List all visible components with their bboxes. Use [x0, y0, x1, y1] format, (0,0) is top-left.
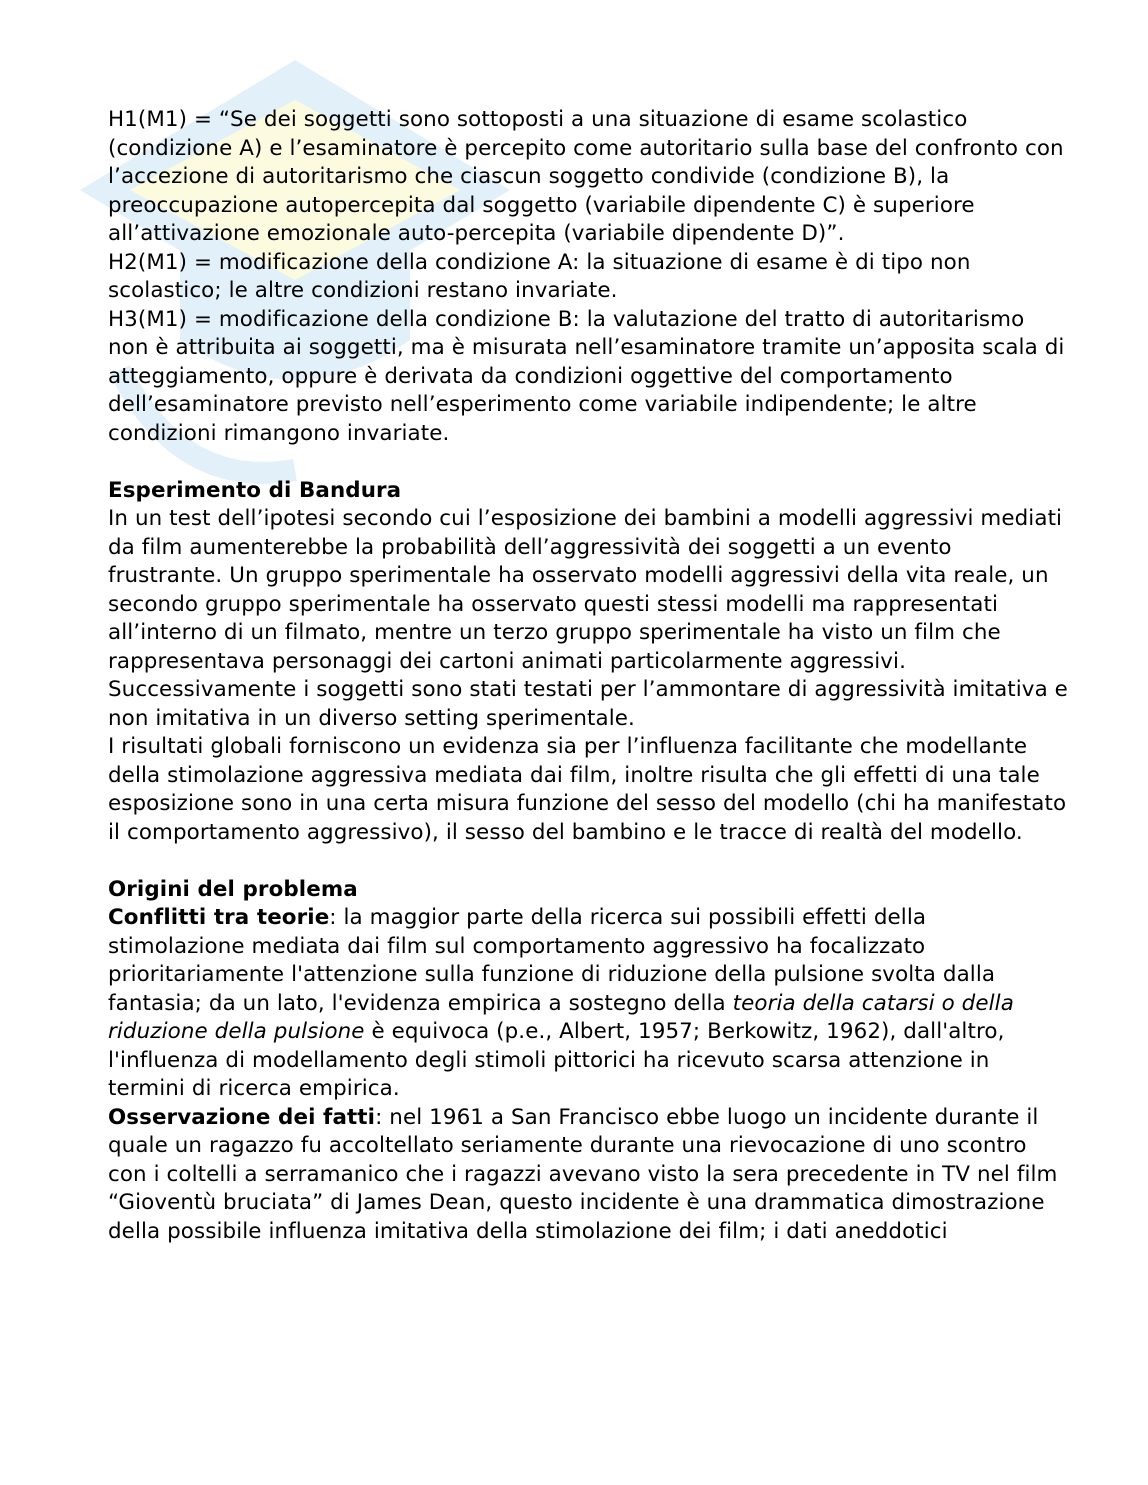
hypothesis-h3: H3(M1) = modificazione della condizione B: la valutazione del tratto di autoritarismo non è attribuita ai soggetti, ma è misurata nell’esaminatore tramite un’apposita scala di atteggiamento, oppure è derivata da condizioni oggettive del comportamento dell’esaminatore previsto nell’esperimento come variabile indipendente; le altre condizioni rimangono invariate. — [108, 306, 1065, 446]
osservazione-paragraph — [108, 1104, 1068, 1247]
conflitti-text-1: : la maggior parte della ricerca sui possibili effetti della stimolazione mediata dai film sul comportamento aggressivo ha focalizzato prioritariamente l'attenzione sulla funzione di riduzione della pulsione svolta dalla fantasia; da un lato, l'evidenza empirica a sostegno della — [108, 905, 996, 1016]
osservazione-text: : nel 1961 a San Francisco ebbe luogo un incidente durante il quale un ragazzo fu accoltellato seriamente durante una rievocazione di uno scontro con i coltelli a serramanico che i ragazzi avevano visto la sera precedente in TV nel film “Gioventù bruciata” di James Dean, questo incidente è una drammatica dimostrazione della possibile influenza imitativa della stimolazione dei film; i dati aneddotici — [108, 1104, 1058, 1244]
osservazione-label: Osservazione dei fatti — [108, 1104, 376, 1130]
conflitti-text-2: è equivoca (p.e., Albert, 1957; Berkowitz, 1962), dall'altro, l'influenza di modellamento degli stimoli pittorici ha ricevuto scarsa attenzione in termini di ricerca empirica. — [108, 1019, 1005, 1101]
conflitti-paragraph — [108, 904, 1068, 1104]
conflitti-italic-term: teoria della catarsi o della riduzione della pulsione — [108, 990, 1014, 1044]
origini-heading: Origini del problema — [108, 876, 358, 902]
bandura-paragraph-1: In un test dell’ipotesi secondo cui l’esposizione dei bambini a modelli aggressivi mediati da film aumenterebbe la probabilità dell’aggressività dei soggetti a un evento frustrante. Un gruppo sperimentale ha osservato modelli aggressivi della vita reale, un secondo gruppo sperimentale ha osservato questi stessi modelli ma rappresentati all’interno di un filmato, mentre un terzo gruppo sperimentale ha visto un film che rappresentava personaggi dei cartoni animati particolarmente aggressivi. — [108, 506, 1063, 674]
conflitti-label: Conflitti tra teorie — [108, 905, 330, 930]
bandura-paragraph-3: I risultati globali forniscono un evidenza sia per l’influenza facilitante che modellante della stimolazione aggressiva mediata dai film, inoltre risulta che gli effetti di una tale esposizione sono in una certa misura funzione del sesso del modello (chi ha manifestato il comportamento aggressivo), il sesso del bambino e le tracce di realtà del modello. — [108, 734, 1067, 845]
bandura-heading: Esperimento di Bandura — [108, 477, 402, 503]
paragraph-gap — [108, 847, 1068, 876]
bandura-paragraph-2: Successivamente i soggetti sono stati testati per l’ammontare di aggressività imitativa e non imitativa in un diverso setting sperimentale. — [108, 677, 1068, 731]
hypothesis-h1: H1(M1) = “Se dei soggetti sono sottoposti a una situazione di esame scolastico (condizione A) e l’esaminatore è percepito come autoritario sulla base del confronto con l’accezione di autoritarismo che ciascun soggetto condivide (condizione B), la preoccupazione autopercepita dal soggetto (variabile dipendente C) è superiore all’attivazione emozionale auto-percepita (variabile dipendente D)”. — [108, 107, 1064, 246]
document-body — [108, 106, 1068, 1246]
paragraph-gap — [108, 448, 1068, 477]
hypothesis-h2: H2(M1) = modificazione della condizione A: la situazione di esame è di tipo non scolastico; le altre condizioni restano invariate. — [108, 249, 971, 303]
